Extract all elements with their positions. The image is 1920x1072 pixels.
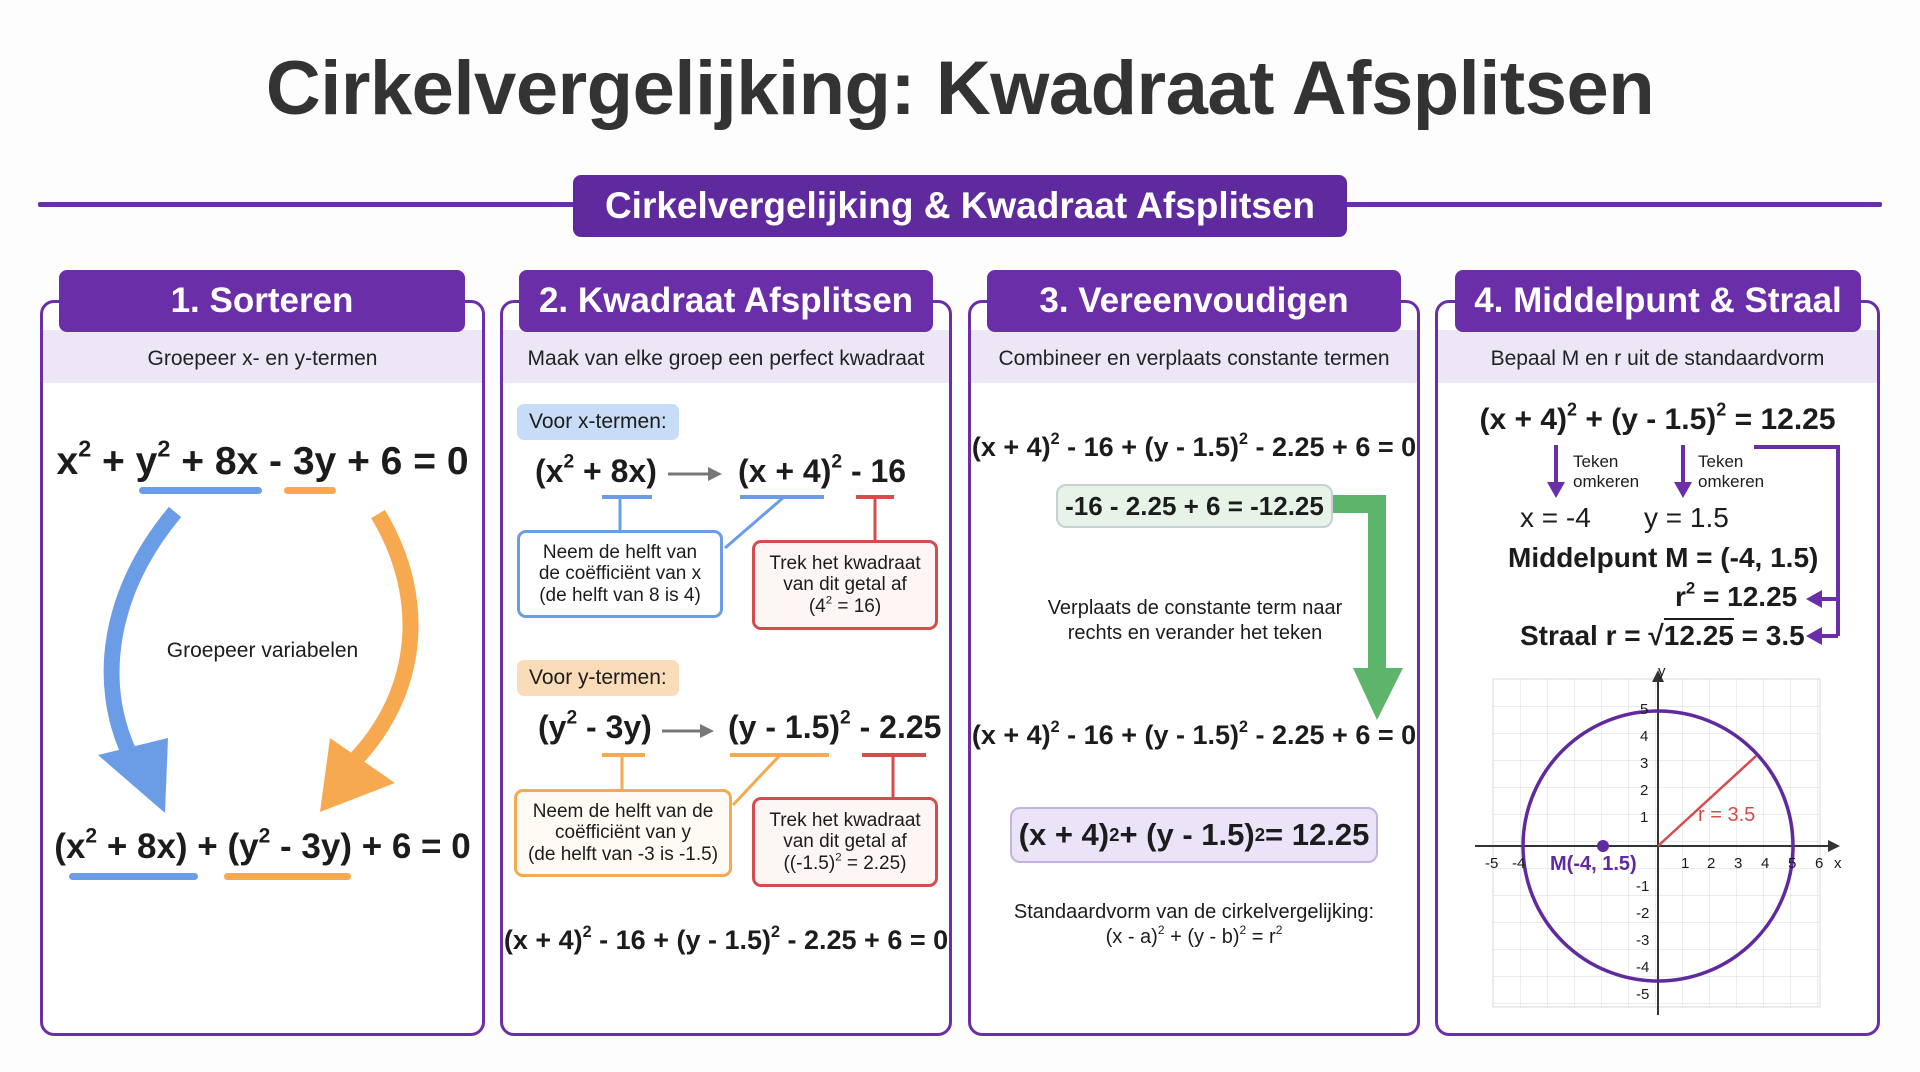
- panel-2-result: $(x + 4)^2 - 16 + (y - 1.5)^2 - 2.25 + 6 = 0$: [503, 922, 949, 955]
- center-y-value: y = 1.5: [1644, 502, 1729, 533]
- x-subtract-square-note: Trek het kwadraat van dit getal af $(4^2 = 16)$: [752, 540, 938, 630]
- x-terms-left: $(x^2 + 8x)$: [535, 451, 657, 489]
- x-tick: 4: [1761, 855, 1770, 872]
- panel-1-title: 1. Sorteren: [59, 270, 465, 332]
- panel-3-title: 3. Vereenvoudigen: [987, 270, 1401, 332]
- group-variables-label: Groepeer variabelen: [166, 639, 359, 662]
- y-tick: 1: [1640, 809, 1649, 826]
- y-tick: 4: [1640, 728, 1649, 745]
- y-group-underline: [224, 873, 351, 880]
- center-dot: [1597, 840, 1609, 852]
- x-terms-label: Voor x-termen:: [517, 404, 679, 440]
- panel-4-title: 4. Middelpunt & Straal: [1455, 270, 1861, 332]
- x-tick: 1: [1681, 855, 1690, 872]
- y-tick: 2: [1640, 782, 1649, 799]
- x-group-underline: [69, 873, 198, 880]
- panel-4-subtitle: Bepaal M en r uit de standaardvorm: [1438, 330, 1877, 383]
- standard-form-result-box: (x + 4) 2 + (y - 1.5) 2 = 12.25: [1010, 807, 1378, 863]
- x-tick: 6: [1815, 855, 1824, 872]
- y-tick: -3: [1636, 932, 1650, 949]
- move-constant-note: Verplaats de constante term naar rechts en verander het teken: [1047, 597, 1343, 644]
- radius-label: r = 3.5: [1698, 804, 1756, 826]
- x-half-coefficient-note: Neem de helft van de coëfficiënt van x (de helft van 8 is 4): [517, 530, 723, 618]
- panel-1-equation-top: $x^2 + y^2 + 8x - 3y + 6 = 0$: [56, 435, 469, 483]
- panel-2-title: 2. Kwadraat Afsplitsen: [519, 270, 933, 332]
- standard-form-formula: $(x - a)^2 + (y - b)^2 = r^2$: [1105, 923, 1283, 948]
- sign-flip-note-y: Teken omkeren: [1698, 452, 1765, 491]
- panel-1-subtitle: Groepeer x- en y-termen: [43, 330, 482, 383]
- standard-form-label: Standaardvorm van de cirkelvergelijking:: [1013, 901, 1375, 923]
- panel-3-equation-top: $(x + 4)^2 - 16 + (y - 1.5)^2 - 2.25 + 6 = 0$: [971, 429, 1417, 462]
- y-tick: -2: [1636, 905, 1650, 922]
- y-terms-right: (y - 1.5)$^2$ - 2.25: [728, 707, 942, 745]
- sign-flip-note-x: Teken omkeren: [1573, 452, 1640, 491]
- constants-sum-box: -16 - 2.25 + 6 = -12.25: [1056, 484, 1333, 528]
- panel-2-subtitle: Maak van elke groep een perfect kwadraat: [503, 330, 949, 383]
- radius-value: Straal r = √12.25 = 3.5: [1520, 620, 1805, 651]
- panel-sorteren: [40, 300, 485, 1036]
- x-tick: 2: [1707, 855, 1716, 872]
- circle-graph: [1470, 670, 1870, 1020]
- x-terms-right: $(x + 4)^2 - 16$: [738, 451, 907, 489]
- x-tick: -5: [1485, 855, 1499, 872]
- y-axis-label: y: [1658, 663, 1666, 680]
- x-terms-underline: [139, 487, 262, 494]
- x-axis-label: x: [1834, 855, 1842, 872]
- center-point: Middelpunt M = (-4, 1.5): [1508, 542, 1819, 573]
- x-tick: -4: [1512, 855, 1526, 872]
- y-tick: 5: [1640, 701, 1649, 718]
- panel-1-equation-bottom: $(x^2 + 8x) + (y^2 - 3y) + 6 = 0$: [54, 824, 471, 866]
- y-tick: -4: [1636, 959, 1650, 976]
- center-label: M(-4, 1.5): [1550, 853, 1637, 875]
- y-terms-underline: [284, 487, 336, 494]
- x-tick: 5: [1788, 855, 1797, 872]
- y-tick: -1: [1636, 878, 1650, 895]
- panel-3-subtitle: Combineer en verplaats constante termen: [971, 330, 1417, 383]
- page-title: Cirkelvergelijking: Kwadraat Afsplitsen: [265, 46, 1655, 131]
- radius-squared: $r^2 = 12.25$: [1675, 578, 1798, 612]
- y-subtract-square-note: Trek het kwadraat van dit getal af $((-1.5)^2 = 2.25)$: [752, 797, 938, 887]
- y-half-coefficient-note: Neem de helft van de coëfficiënt van y (de helft van -3 is -1.5): [514, 789, 732, 877]
- y-terms-label: Voor y-termen:: [517, 660, 679, 696]
- y-tick: -5: [1636, 986, 1650, 1003]
- panel-4-equation: $(x + 4)^2 + (y - 1.5)^2 = 12.25$: [1479, 399, 1836, 436]
- y-tick: 3: [1640, 755, 1649, 772]
- y-terms-left: $(y^2 - 3y)$: [538, 707, 652, 745]
- panel-3-equation-mid: $(x + 4)^2 - 16 + (y - 1.5)^2 - 2.25 + 6 = 0$: [971, 717, 1417, 750]
- subtitle-badge: Cirkelvergelijking & Kwadraat Afsplitsen: [573, 175, 1347, 237]
- x-tick: 3: [1734, 855, 1743, 872]
- center-x-value: x = -4: [1520, 502, 1591, 533]
